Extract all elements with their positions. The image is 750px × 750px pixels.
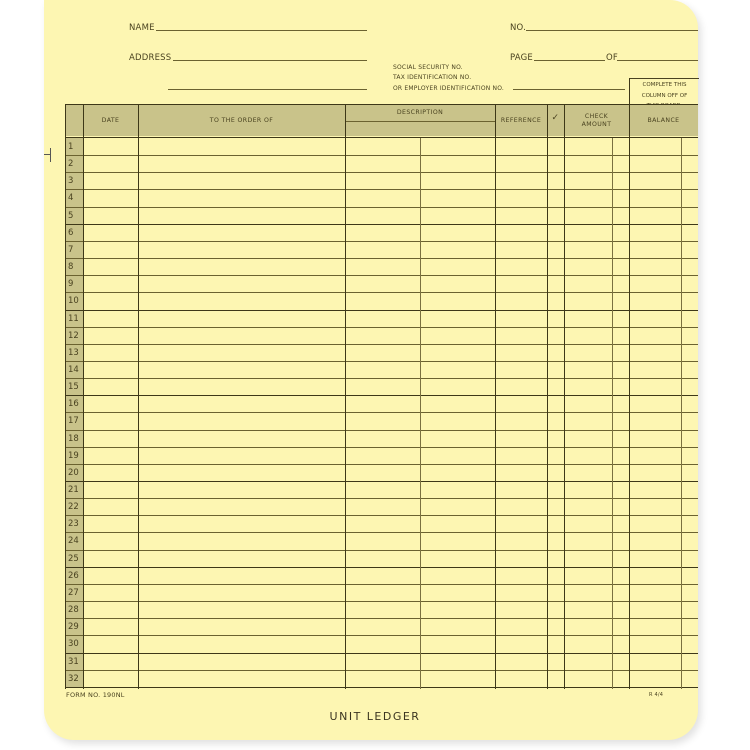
of-label: OF [606,53,618,63]
column-check-amount-line2: AMOUNT [581,121,612,128]
row-number: 2 [68,159,74,170]
column-reference: REFERENCE [500,117,542,124]
row-number: 7 [68,244,74,255]
row-number: 29 [68,622,79,633]
row-number: 27 [68,587,79,598]
alignment-tick-mark [44,148,51,162]
address-label: ADDRESS [129,53,172,63]
row-number: 10 [68,296,79,307]
row-number: 17 [68,416,79,427]
row-number: 18 [68,433,79,444]
row-number: 3 [68,176,74,187]
column-date: DATE [101,117,120,124]
complete-column-note: COMPLETE THIS COLUMN OFF OF [629,78,699,106]
row-number: 20 [68,467,79,478]
revision-code: R 4/4 [649,692,664,698]
row-number: 28 [68,605,79,616]
row-number: 15 [68,382,79,393]
row-number: 9 [68,279,74,290]
column-description: DESCRIPTION [396,109,444,116]
description-subdivider [345,121,495,122]
ssn-label: SOCIAL SECURITY NO. [393,64,463,71]
number-label: NO. [510,23,527,33]
address-field-line-2[interactable] [168,89,367,90]
column-balance: BALANCE [647,117,680,124]
row-number: 19 [68,450,79,461]
row-number: 16 [68,399,79,410]
page-label: PAGE [510,53,534,63]
row-number: 25 [68,553,79,564]
name-field[interactable] [156,30,367,31]
form-title: UNIT LEDGER [329,710,421,723]
row-number: 1 [68,142,74,152]
row-number: 31 [68,656,79,667]
column-to-the-order-of: TO THE ORDER OF [209,117,274,124]
row-number: 23 [68,519,79,530]
row-number: 5 [68,210,74,221]
row-number: 11 [68,313,79,324]
page-field[interactable] [534,60,605,61]
row-number: 32 [68,673,79,684]
column-check-amount-line1: CHECK [584,113,609,120]
row-number: 8 [68,262,74,273]
row-number: 14 [68,364,79,375]
name-label: NAME [129,23,155,33]
address-field-line-1[interactable] [173,60,367,61]
row-number: 22 [68,502,79,513]
tax-id-field[interactable] [513,89,625,90]
row-number: 4 [68,193,74,204]
row-number: 12 [68,330,79,341]
form-number: FORM NO. 190NL [66,691,125,699]
column-check-mark: ✓ [551,113,560,123]
row-number: 13 [68,347,79,358]
row-number: 26 [68,570,79,581]
tax-id-label: TAX IDENTIFICATION NO. [393,74,472,81]
ein-label: OR EMPLOYER IDENTIFICATION NO. [393,85,505,92]
row-number: 30 [68,639,79,650]
row-number: 6 [68,227,74,238]
page-total-field[interactable] [617,60,698,61]
row-number: 21 [68,485,79,495]
row-number: 24 [68,536,79,547]
ledger-table [65,104,698,689]
number-field[interactable] [526,30,698,31]
